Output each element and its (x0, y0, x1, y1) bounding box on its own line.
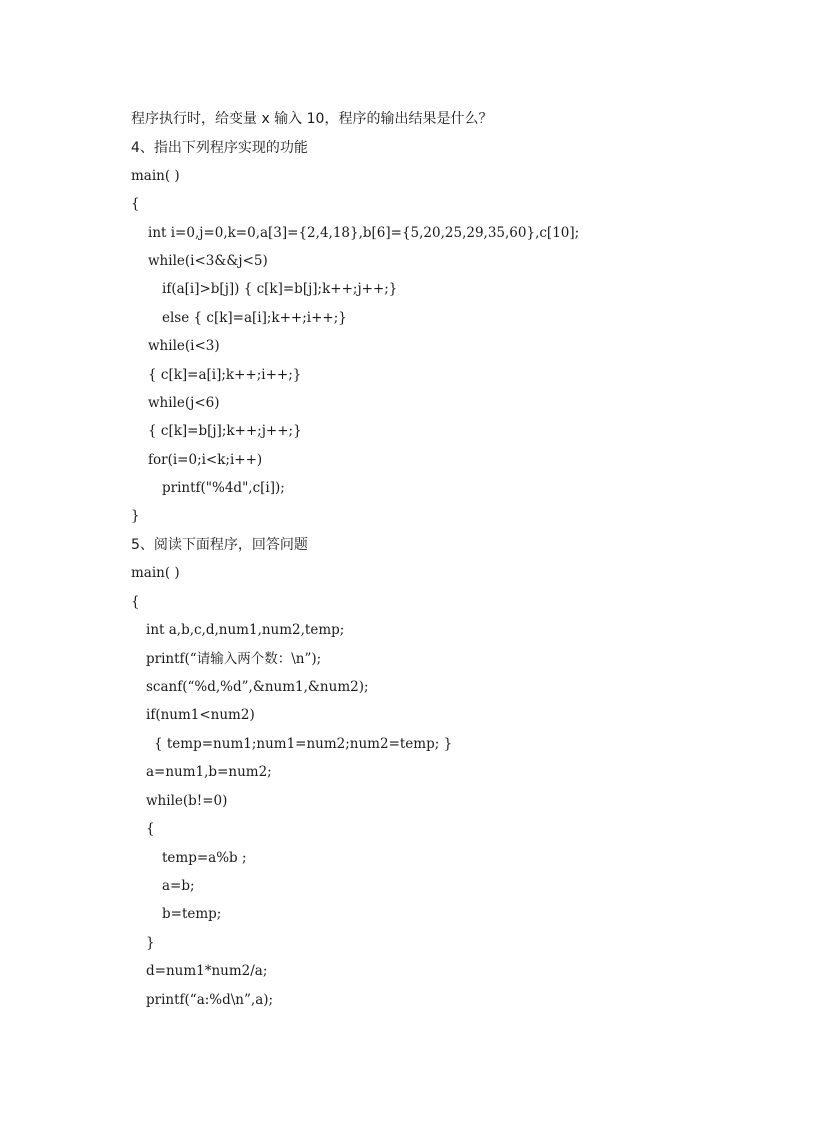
code-line: printf(“a:%d\n”,a); (146, 992, 274, 1008)
code-line: if(a[i]>b[j]) { c[k]=b[j];k++;j++;} (162, 281, 398, 297)
code-line: int i=0,j=0,k=0,a[3]={2,4,18},b[6]={5,20,25,29,35,60},c[10]; (148, 225, 580, 241)
code-line: a=num1,b=num2; (146, 764, 272, 780)
code-line: b=temp; (162, 906, 222, 922)
code-line: else { c[k]=a[i];k++;i++;} (162, 310, 347, 326)
question-5-heading: 5、阅读下面程序，回答问题 (131, 537, 308, 553)
code-line: } (131, 508, 140, 524)
code-line: } (146, 935, 155, 951)
code-line: main( ) (131, 565, 180, 581)
code-line: scanf(“%d,%d”,&num1,&num2); (146, 679, 369, 695)
code-line: temp=a%b ; (162, 850, 247, 866)
code-line: { c[k]=b[j];k++;j++;} (148, 423, 302, 439)
code-line: while(j<6) (148, 395, 220, 411)
question-4-heading: 4、指出下列程序实现的功能 (131, 140, 308, 156)
code-line: d=num1*num2/a; (146, 963, 268, 979)
code-line: for(i=0;i<k;i++) (148, 452, 263, 468)
code-line: while(b!=0) (146, 793, 228, 809)
code-line: { temp=num1;num1=num2;num2=temp; } (154, 736, 453, 752)
code-line: printf(“请输入两个数：\n”); (146, 651, 322, 667)
code-line: if(num1<num2) (146, 707, 255, 723)
code-line: { (131, 196, 140, 212)
code-line: { (146, 821, 155, 837)
code-line: a=b; (162, 878, 195, 894)
code-line: { (131, 594, 140, 610)
question-tail-text: 程序执行时，给变量 x 输入 10，程序的输出结果是什么？ (131, 111, 493, 127)
code-line: printf("%4d",c[i]); (162, 480, 285, 496)
code-line: while(i<3&&j<5) (148, 253, 268, 269)
code-line: { c[k]=a[i];k++;i++;} (148, 367, 302, 383)
code-line: main( ) (131, 168, 180, 184)
code-line: int a,b,c,d,num1,num2,temp; (146, 622, 345, 638)
code-line: while(i<3) (148, 338, 220, 354)
